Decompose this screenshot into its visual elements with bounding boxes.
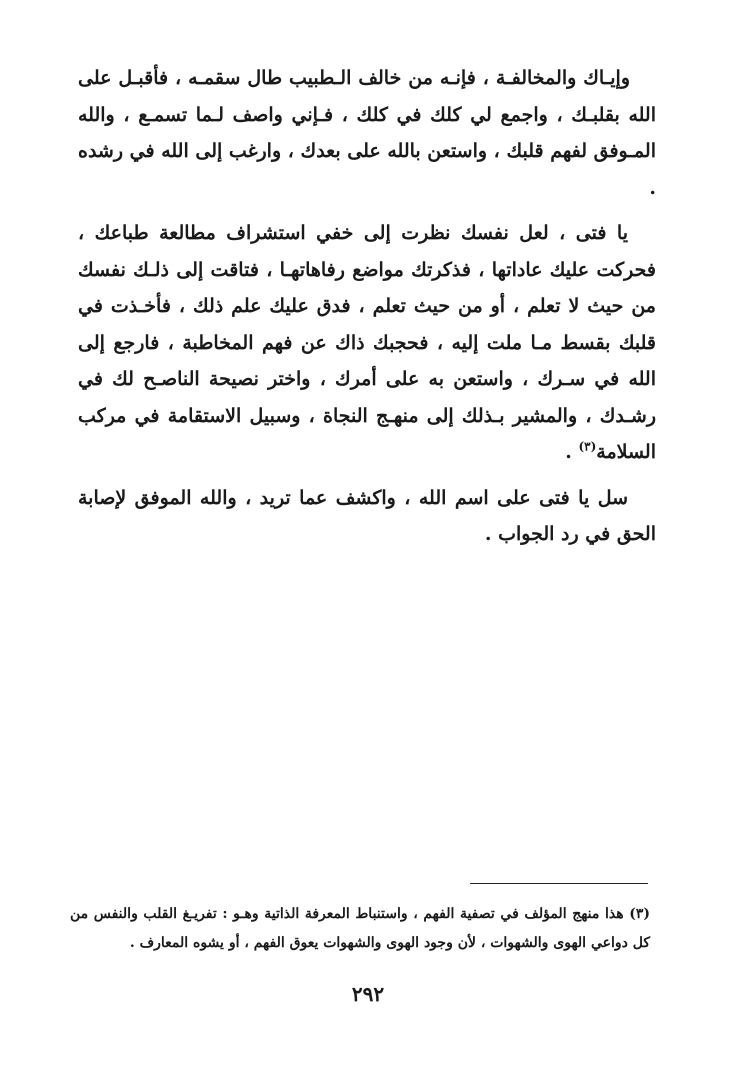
paragraph-3: سل يا فتى على اسم الله ، واكشف عما تريد ، والله الموفق لإصابة الحق في رد الجواب . — [78, 486, 656, 545]
main-text-block — [78, 60, 656, 562]
footnote-marker[interactable]: (٣) — [578, 439, 597, 454]
paragraph-2-text: يا فتى ، لعل نفسك نظرت إلى خفي استشراف مطالعة طباعك ، فحركت عليك عاداتها ، فذكرتك مواضع رفاهاتهـا ، فتاقت إلى ذلـك نفسك من حيث لا تعلم ، أو من حيث تعلم ، فدق عليك علم ذلك ، فأخـذت في قلبك بقسط مـا ملت إليه ، فحجبك ذاك عن فهم المخاطبة ، فارجع إلى الله في سـرك ، واستعن به على أمرك ، واختر نصيحة الناصـح لك في رشـدك ، والمشير بـذلك إلى منهـج النجاة ، وسبيل الاستقامة في مركب السلامة — [78, 222, 656, 463]
paragraph-2-end: . — [565, 441, 579, 463]
footnote — [70, 900, 650, 958]
footnote-separator — [470, 883, 648, 884]
page-number: ٢٩٢ — [351, 982, 385, 1006]
footnote-text: (٣) هذا منهج المؤلف في تصفية الفهم ، واستنباط المعرفة الذاتية وهـو : تفريـغ القلب والنفس من كل دواعي الهوى والشهوات ، لأن وجود الهوى والشهوات يعوق الفهم ، أو يشوه المعارف . — [70, 906, 650, 951]
paragraph-1: وإيـاك والمخالفـة ، فإنـه من خالف الـطبيب طال سقمـه ، فأقبـل على الله بقلبـك ، واجمع لي كلك في كلك ، فـإني واصف لـما تسمـع ، والله المـوفق لفهم قلبك ، واستعن بالله على بعدك ، وارغب إلى الله في رشده . — [78, 67, 656, 199]
paragraph-2 — [78, 215, 656, 471]
